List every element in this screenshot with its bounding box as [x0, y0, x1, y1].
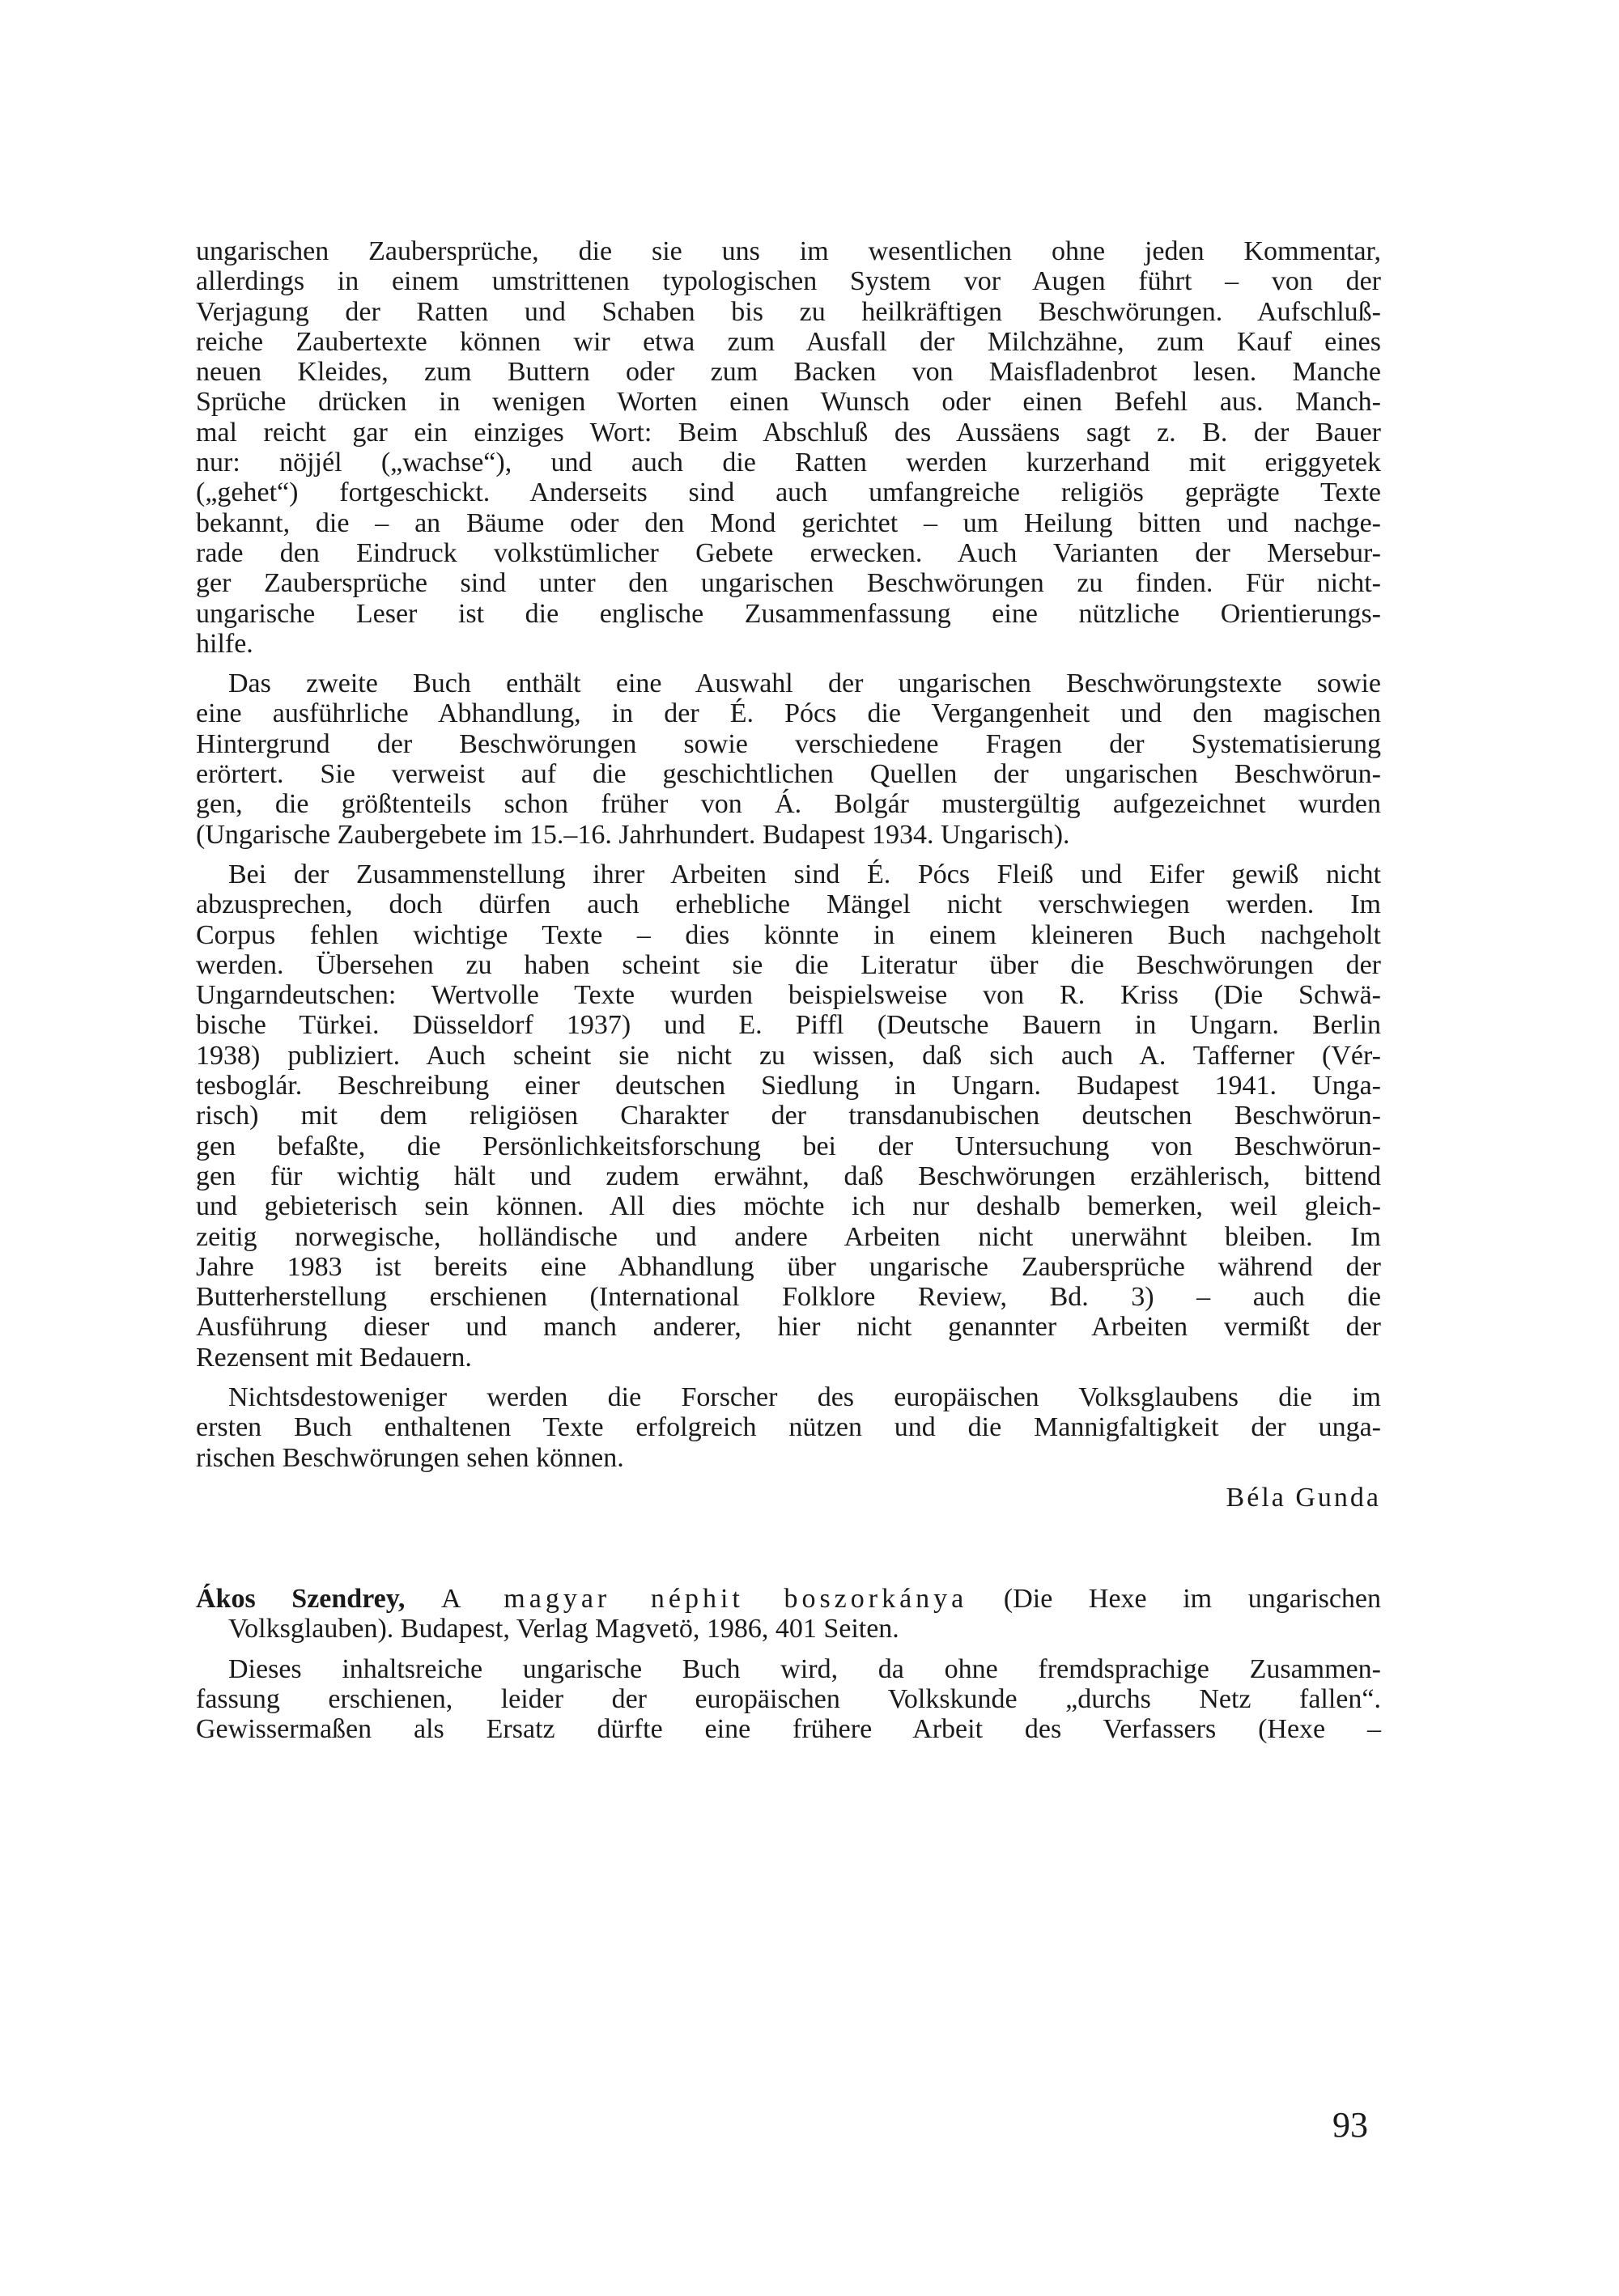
- text-line: rischen Beschwörungen sehen können.: [196, 1442, 624, 1473]
- text-line: (Ungarische Zaubergebete im 15.–16. Jahrhundert. Budapest 1934. Ungarisch).: [196, 819, 1070, 850]
- text-line: reiche Zaubertexte können wir etwa zum Ausfall der Milchzähne, zum Kauf eines: [196, 326, 1381, 357]
- text-line: bekannt, die – an Bäume oder den Mond gerichtet – um Heilung bitten und nachge-: [196, 507, 1381, 538]
- text-line: Nichtsdestoweniger werden die Forscher des europäischen Volksglaubens die im: [228, 1381, 1381, 1412]
- text-line: Verjagung der Ratten und Schaben bis zu heilkräftigen Beschwörungen. Aufschluß-: [196, 296, 1381, 327]
- text-line: gen, die größtenteils schon früher von Á. Bolgár mustergültig aufgezeichnet wurden: [196, 789, 1381, 820]
- text-line: werden. Übersehen zu haben scheint sie die Literatur über die Beschwörungen der: [196, 949, 1381, 980]
- text-line: Butterherstellung erschienen (International Folklore Review, Bd. 3) – auch die: [196, 1282, 1381, 1313]
- text-line: ersten Buch enthaltenen Texte erfolgreich nützen und die Mannigfaltigkeit der unga-: [196, 1412, 1381, 1443]
- text-line: gen befaßte, die Persönlichkeitsforschung bei der Untersuchung von Beschwörun-: [196, 1131, 1381, 1161]
- book-title: A magyar néphit boszorkánya: [441, 1584, 968, 1615]
- text-line: Corpus fehlen wichtige Texte – dies könnte in einem kleineren Buch nachgeholt: [196, 919, 1381, 950]
- text-line: Dieses inhaltsreiche ungarische Buch wird, da ohne fremdsprachige Zusammen-: [228, 1653, 1381, 1684]
- paragraph-4: [196, 1382, 1381, 1473]
- text-line: eine ausführliche Abhandlung, in der É. Pócs die Vergangenheit und den magischen: [196, 698, 1381, 729]
- citation-line: Volksglauben). Budapest, Verlag Magvetö, 1986, 401 Seiten.: [228, 1614, 899, 1645]
- text-line: Ungarndeutschen: Wertvolle Texte wurden beispielsweise von R. Kriss (Die Schwä-: [196, 980, 1381, 1011]
- text-line: neuen Kleides, zum Buttern oder zum Backen von Maisfladenbrot lesen. Manche: [196, 357, 1381, 388]
- review-body: [196, 1654, 1381, 1745]
- paragraph-1: [196, 236, 1381, 659]
- text-line: Rezensent mit Bedauern.: [196, 1342, 472, 1373]
- text-line: tesboglár. Beschreibung einer deutschen Siedlung in Ungarn. Budapest 1941. Unga-: [196, 1071, 1381, 1101]
- paragraph-3: [196, 859, 1381, 1373]
- text-line: ger Zaubersprüche sind unter den ungarischen Beschwörungen zu finden. Für nicht-: [196, 568, 1381, 599]
- book-author: Ákos Szendrey,: [196, 1584, 406, 1615]
- text-line: rade den Eindruck volkstümlicher Gebete erwecken. Auch Varianten der Mersebur-: [196, 537, 1381, 568]
- text-line: allerdings in einem umstrittenen typologischen System vor Augen führt – von der: [196, 266, 1381, 297]
- text-line: mal reicht gar ein einziges Wort: Beim Abschluß des Aussäens sagt z. B. der Bauer: [196, 417, 1381, 448]
- text-line: Hintergrund der Beschwörungen sowie verschiedene Fragen der Systematisierung: [196, 728, 1381, 759]
- review-citation: [196, 1584, 1381, 1645]
- text-line: Das zweite Buch enthält eine Auswahl der ungarischen Beschwörungstexte sowie: [228, 668, 1381, 699]
- text-line: Jahre 1983 ist bereits eine Abhandlung über ungarische Zaubersprüche während der: [196, 1251, 1381, 1282]
- text-line: ungarische Leser ist die englische Zusammenfassung eine nützliche Orientierungs-: [196, 598, 1381, 629]
- text-line: hilfe.: [196, 628, 253, 659]
- text-line: risch) mit dem religiösen Charakter der transdanubischen deutschen Beschwörun-: [196, 1101, 1381, 1131]
- book-title-translation: (Die Hexe im ungarischen: [967, 1584, 1381, 1615]
- page-number: 93: [1332, 2105, 1368, 2145]
- text-line: („gehet“) fortgeschickt. Anderseits sind auch umfangreiche religiös geprägte Texte: [196, 477, 1381, 508]
- text-line: Bei der Zusammenstellung ihrer Arbeiten sind É. Pócs Fleiß und Eifer gewiß nicht: [228, 859, 1381, 889]
- text-line: gen für wichtig hält und zudem erwähnt, daß Beschwörungen erzählerisch, bittend: [196, 1161, 1381, 1191]
- citation-line: [196, 1584, 1381, 1614]
- text-line: Sprüche drücken in wenigen Worten einen Wunsch oder einen Befehl aus. Manch-: [196, 387, 1381, 418]
- text-line: und gebieterisch sein können. All dies möchte ich nur deshalb bemerken, weil gleich-: [196, 1191, 1381, 1222]
- text-line: 1938) publiziert. Auch scheint sie nicht zu wissen, daß sich auch A. Tafferner (Vér-: [196, 1040, 1381, 1071]
- text-line: ungarischen Zaubersprüche, die sie uns im wesentlichen ohne jeden Kommentar,: [196, 236, 1381, 266]
- text-line: zeitig norwegische, holländische und andere Arbeiten nicht unerwähnt bleiben. Im: [196, 1221, 1381, 1252]
- text-line: erörtert. Sie verweist auf die geschichtlichen Quellen der ungarischen Beschwörun-: [196, 759, 1381, 790]
- text-line: nur: nöjjél („wachse“), und auch die Ratten werden kurzerhand mit eriggyetek: [196, 448, 1381, 478]
- paragraph-2: [196, 668, 1381, 850]
- text-line: Ausführung dieser und manch anderer, hier nicht genannter Arbeiten vermißt der: [196, 1312, 1381, 1343]
- text-line: fassung erschienen, leider der europäischen Volkskunde „durchs Netz fallen“.: [196, 1684, 1381, 1715]
- text-line: abzusprechen, doch dürfen auch erhebliche Mängel nicht verschwiegen werden. Im: [196, 889, 1381, 920]
- page-body: [196, 236, 1381, 1755]
- reviewer-signature: Béla Gunda: [1226, 1482, 1381, 1513]
- text-line: Gewissermaßen als Ersatz dürfte eine frühere Arbeit des Verfassers (Hexe –: [196, 1714, 1381, 1745]
- text-line: bische Türkei. Düsseldorf 1937) und E. Piffl (Deutsche Bauern in Ungarn. Berlin: [196, 1010, 1381, 1041]
